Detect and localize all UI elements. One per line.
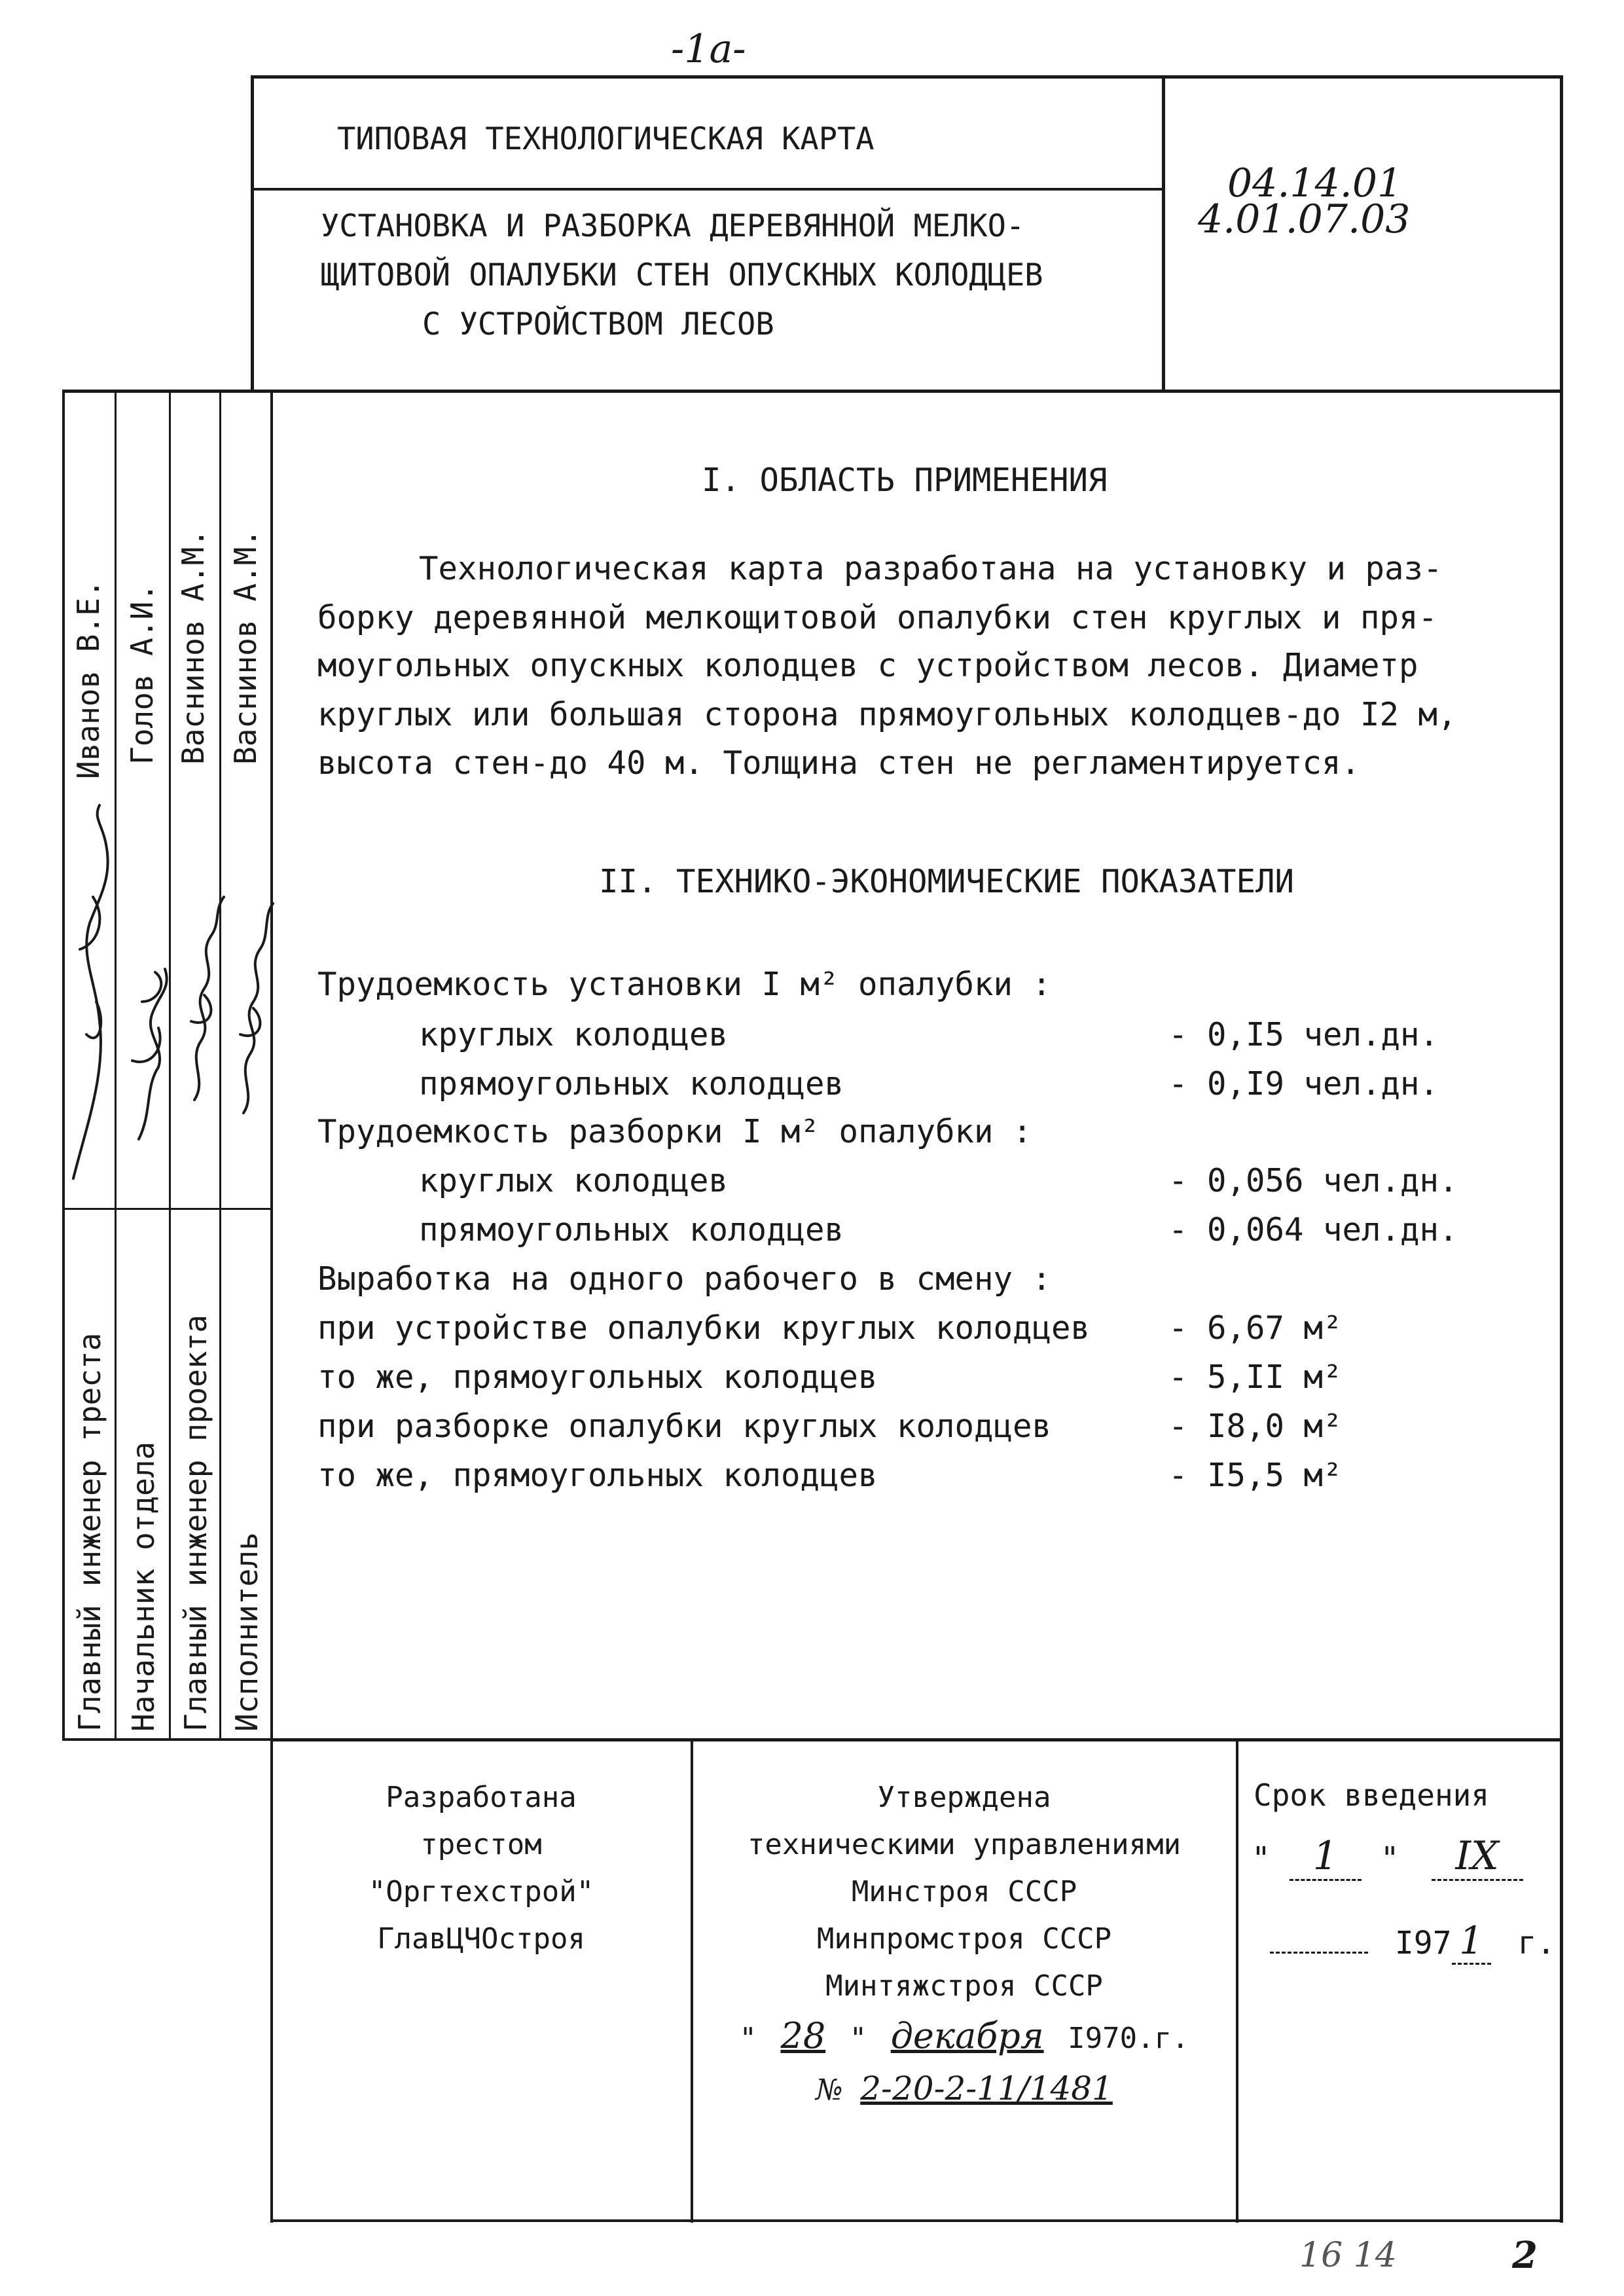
document-title-line-2: ЩИТОВОЙ ОПАЛУБКИ СТЕН ОПУСКНЫХ КОЛОДЦЕВ [321, 257, 1043, 293]
footer-divider-2 [1236, 1738, 1238, 2223]
indicator-label: при устройстве опалубки круглых колодцев [317, 1309, 1091, 1347]
indicator-label: круглых колодцев [419, 1162, 729, 1199]
indicator-label: то же, прямоугольных колодцев [317, 1457, 878, 1494]
frame-top-line [251, 75, 1563, 79]
footer-bottom-line [270, 2219, 1563, 2222]
approved-date-year: I970.г. [1068, 2022, 1189, 2055]
section-1-line-4: круглых или большая сторона прямоугольных колодцев-до I2 м, [317, 696, 1457, 733]
indicator-value: - 0,064 чел.дн. [1168, 1211, 1458, 1248]
frame-right-line [1560, 75, 1563, 2223]
signatures [60, 786, 276, 1205]
header-divider-vertical [1162, 75, 1165, 391]
developed-by-line: Разработана [386, 1781, 577, 1814]
approved-number-value: 2-20-2-11/1481 [860, 2069, 1113, 2107]
approved-by-block [693, 1774, 1236, 2114]
approved-date-quote: " [739, 2022, 757, 2055]
bottom-mark-page: 2 [1512, 2234, 1538, 2277]
signature-vasninov-2 [240, 903, 273, 1113]
indicator-label: прямоугольных колодцев [419, 1211, 844, 1248]
header-divider-horizontal [251, 188, 1164, 191]
indicator-label: при разборке опалубки круглых колодцев [317, 1408, 1052, 1445]
approved-date-day: 28 [780, 2015, 826, 2056]
effective-term-year-suffix: г. [1517, 1925, 1556, 1961]
document-type-title: ТИПОВАЯ ТЕХНОЛОГИЧЕСКАЯ КАРТА [337, 121, 875, 157]
role-head-of-department: Начальник отдела [126, 1441, 161, 1732]
indicator-value: - 0,056 чел.дн. [1168, 1162, 1458, 1199]
name-vasninov-1: Васнинов А.М. [175, 528, 211, 765]
bottom-mark-left: 16 14 [1299, 2236, 1397, 2275]
footer-top-line [270, 1738, 1563, 1741]
approved-by-line: Минпромстроя СССР [816, 1922, 1112, 1956]
effective-term-month: IX [1432, 1833, 1523, 1881]
signature-golov [132, 969, 167, 1139]
section-1-heading: I. ОБЛАСТЬ ПРИМЕНЕНИЯ [702, 462, 1108, 499]
developed-by-line: "Оргтехстрой" [368, 1875, 594, 1908]
developed-by-line: ГлавЦЧОстроя [377, 1922, 585, 1956]
approved-by-line: Минтяжстроя СССР [825, 1969, 1103, 2003]
signature-ivanov [73, 805, 108, 1178]
side-panel-mid-line [62, 1208, 272, 1210]
developed-by-line: трестом [420, 1828, 542, 1861]
effective-term-year-prefix: I97 [1394, 1925, 1452, 1961]
document-title-line-1: УСТАНОВКА И РАЗБОРКА ДЕРЕВЯННОЙ МЕЛКО- [321, 208, 1025, 244]
effective-term-year [1270, 1918, 1555, 1965]
indicator-value: - I8,0 м² [1168, 1408, 1343, 1445]
signature-vasninov-1 [191, 897, 224, 1100]
effective-term-year-digit: 1 [1452, 1918, 1491, 1965]
section-1-line-5: высота стен-до 40 м. Толщина стен не регламентируется. [317, 744, 1361, 782]
indicator-label: круглых колодцев [419, 1016, 729, 1053]
frame-left-line [251, 75, 254, 391]
approved-by-line: Утверждена [877, 1781, 1051, 1814]
approved-by-line: Минстроя СССР [851, 1875, 1077, 1908]
indicator-label: Трудоемкость установки I м² опалубки : [317, 966, 1052, 1003]
approved-number [693, 2065, 1236, 2114]
indicator-value: - 5,II м² [1168, 1358, 1343, 1396]
approved-date [693, 2013, 1236, 2062]
indicator-value: - 0,I9 чел.дн. [1168, 1065, 1439, 1102]
section-1-line-3: моугольных опускных колодцев с устройством лесов. Диаметр [317, 647, 1418, 684]
name-golov: Голов А.И. [124, 583, 160, 765]
name-vasninov-2: Васнинов А.М. [228, 528, 263, 765]
role-executor: Исполнитель [229, 1532, 264, 1732]
side-panel-bottom-line [62, 1738, 273, 1741]
page-mark: -1а- [671, 26, 746, 72]
approved-date-month: декабря [890, 2015, 1044, 2056]
indicator-label: прямоугольных колодцев [419, 1065, 844, 1102]
effective-term-label: Срок введения [1254, 1777, 1490, 1813]
indicator-value: - 0,I5 чел.дн. [1168, 1016, 1439, 1053]
role-chief-project-engineer: Главный инженер проекта [178, 1315, 213, 1732]
section-1-line-2: борку деревянной мелкощитовой опалубки стен круглых и пря- [317, 599, 1438, 636]
effective-term-date: " 1 " IX [1252, 1833, 1523, 1881]
approved-by-line: техническими управлениями [747, 1828, 1182, 1861]
indicator-label: то же, прямоугольных колодцев [317, 1358, 878, 1396]
approved-number-prefix: № [816, 2073, 843, 2107]
role-chief-engineer-trust: Главный инженер треста [72, 1332, 107, 1732]
approved-date-quote: " [849, 2022, 867, 2055]
section-1-line-1: Технологическая карта разработана на установку и раз- [419, 550, 1443, 587]
indicator-label: Выработка на одного рабочего в смену : [317, 1260, 1052, 1298]
header-bottom-line [62, 390, 1563, 393]
section-2-heading: II. ТЕХНИКО-ЭКОНОМИЧЕСКИЕ ПОКАЗАТЕЛИ [599, 863, 1295, 900]
document-code-2: 4.01.07.03 [1198, 196, 1411, 242]
effective-term-day: 1 [1290, 1833, 1362, 1881]
document-title-line-3: С УСТРОЙСТВОМ ЛЕСОВ [422, 306, 774, 342]
indicator-value: - 6,67 м² [1168, 1309, 1343, 1347]
document-code-1: 04.14.01 [1227, 160, 1403, 206]
indicator-value: - I5,5 м² [1168, 1457, 1343, 1494]
developed-by-block [272, 1774, 691, 1963]
indicator-label: Трудоемкость разборки I м² опалубки : [317, 1113, 1032, 1150]
name-ivanov: Иванов В.Е. [71, 579, 106, 779]
